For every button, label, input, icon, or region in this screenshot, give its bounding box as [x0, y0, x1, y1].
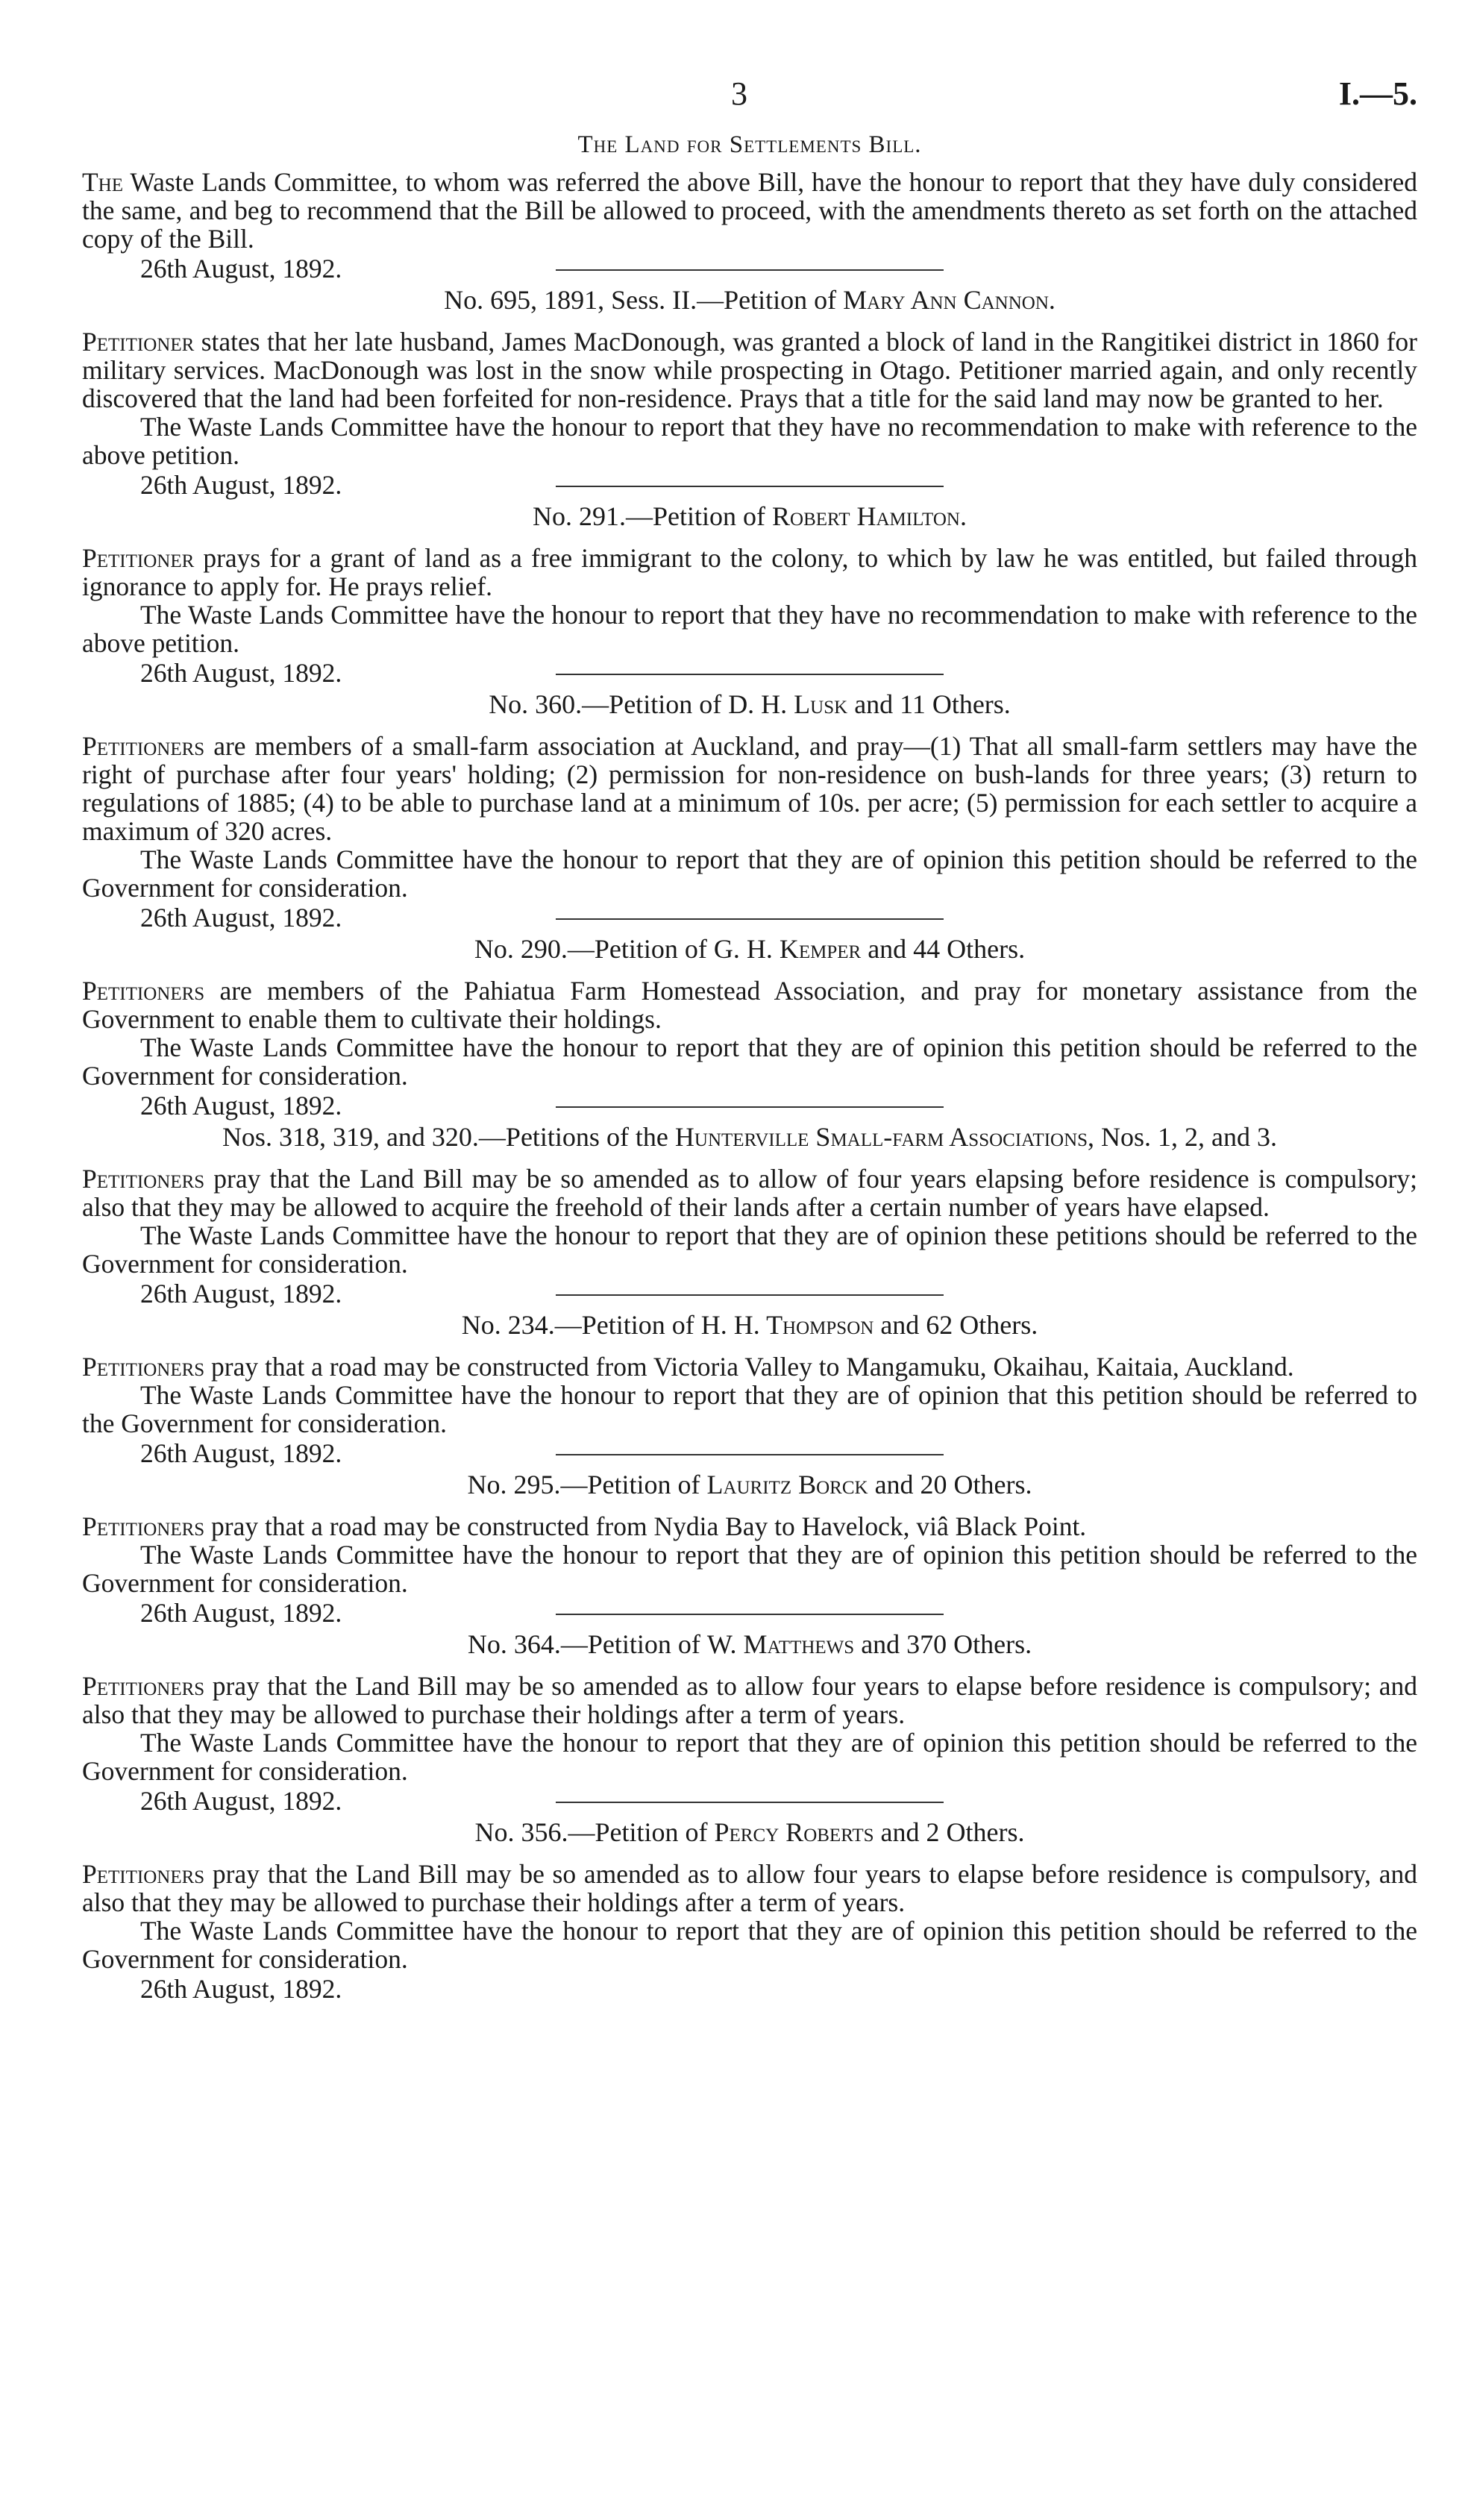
- petition-section: [82, 1817, 1417, 2003]
- petition-section: [82, 284, 1418, 500]
- report-date: 26th August, 1892.: [140, 1598, 342, 1628]
- petition-body-text: pray that a road may be constructed from Nydia Bay to Havelock, viâ Black Point.: [211, 1511, 1087, 1541]
- committee-report: The Waste Lands Committee have the honour to report that they have no recommendation to make with reference to the above petition.: [82, 600, 1417, 658]
- petition-heading-suffix: .: [959, 501, 967, 531]
- committee-report: The Waste Lands Committee have the honour to report that they are of opinion this petition should be referred to the Government for consideration.: [82, 1540, 1417, 1598]
- section-divider: [556, 269, 944, 271]
- petition-body: [82, 732, 1417, 845]
- petition-lead: Petitioners: [82, 976, 205, 1006]
- petition-heading-prefix: Nos. 318, 319, and 320.—Petitions of the: [222, 1122, 675, 1152]
- petitioner-name: W. Matthews: [706, 1629, 855, 1659]
- bill-report: [82, 168, 1417, 253]
- petition-heading: [82, 284, 1417, 316]
- petition-lead: Petitioners: [82, 1859, 205, 1889]
- petition-body-text: are members of the Pahiatua Farm Homestead Association, and pray for monetary assistance from the Government to enable them to cultivate their holdings.: [82, 976, 1417, 1034]
- bill-title: The Land for Settlements Bill.: [577, 131, 922, 158]
- petitioner-name: Hunterville Small-farm Associations: [674, 1122, 1088, 1152]
- petition-body: [82, 1353, 1417, 1381]
- petition-lead: Petitioners: [82, 731, 205, 761]
- petition-heading-suffix: and 20 Others.: [868, 1470, 1032, 1499]
- petitioner-name: Lauritz Borck: [706, 1470, 868, 1499]
- report-date: 26th August, 1892.: [140, 1279, 342, 1308]
- committee-report: The Waste Lands Committee have the honour to report that they are of opinion this petition should be referred to the Government for consideration.: [82, 1916, 1417, 1974]
- petition-body-text: pray that a road may be constructed from Victoria Valley to Mangamuku, Okaihau, Kaitaia, Auckland.: [211, 1352, 1294, 1382]
- petition-body: [82, 1672, 1417, 1728]
- petition-body: [82, 1512, 1417, 1540]
- petition-lead: Petitioners: [82, 1511, 205, 1541]
- bill-date: 26th August, 1892.: [140, 254, 342, 283]
- petition-heading-prefix: No. 695, 1891, Sess. II.—Petition of: [444, 285, 844, 315]
- petition-heading-suffix: and 44 Others.: [861, 934, 1026, 964]
- petition-lead: Petitioners: [82, 1352, 205, 1382]
- petition-heading-prefix: No. 295.—Petition of: [467, 1470, 707, 1499]
- petition-heading: [82, 1309, 1417, 1341]
- petitioner-name: D. H. Lusk: [728, 689, 848, 719]
- section-divider: [556, 1106, 944, 1108]
- petition-section: [82, 501, 1417, 688]
- petition-heading: [82, 501, 1417, 532]
- committee-report: The Waste Lands Committee have the honour to report that they are of opinion these petitions should be referred to the Government for consideration.: [82, 1220, 1417, 1279]
- petition-heading-prefix: No. 360.—Petition of: [489, 689, 729, 719]
- petitioner-name: Robert Hamilton: [772, 501, 960, 531]
- petitions-list: [82, 284, 1417, 2003]
- petitioner-name: G. H. Kemper: [713, 934, 862, 964]
- petition-section: [82, 1309, 1417, 1468]
- petitioner-name: H. H. Thompson: [700, 1310, 874, 1340]
- report-date: 26th August, 1892.: [140, 1786, 342, 1816]
- petition-heading-suffix: , Nos. 1, 2, and 3.: [1088, 1122, 1278, 1152]
- petition-heading-suffix: and 62 Others.: [873, 1310, 1038, 1340]
- petition-heading: [82, 1469, 1417, 1500]
- petition-heading-prefix: No. 364.—Petition of: [467, 1629, 707, 1659]
- petition-body-text: pray that the Land Bill may be so amended as to allow four years to elapse before residence is compulsory, and also that they may be allowed to purchase their holdings after a term of years.: [82, 1859, 1417, 1917]
- committee-report: The Waste Lands Committee have the honour to report that they are of opinion this petition should be referred to the Government for consideration.: [82, 1032, 1417, 1091]
- petition-heading-suffix: and 2 Others.: [873, 1817, 1025, 1847]
- committee-report: The Waste Lands Committee have the honour to report that they are of opinion that this petition should be referred to the Government for consideration.: [82, 1380, 1417, 1438]
- petition-body: [82, 1860, 1417, 1916]
- petition-lead: Petitioners: [82, 1164, 205, 1194]
- section-divider: [556, 1614, 944, 1615]
- bill-body: Waste Lands Committee, to whom was referred the above Bill, have the honour to report that they have duly considered the same, and beg to recommend that the Bill be allowed to proceed, with the amendments thereto as set forth on the attached copy of the Bill.: [82, 167, 1418, 254]
- report-date: 26th August, 1892.: [140, 1091, 342, 1120]
- petition-heading-suffix: and 370 Others.: [854, 1629, 1032, 1659]
- petition-heading: [82, 1121, 1417, 1153]
- petition-section: [82, 1469, 1417, 1628]
- report-date: 26th August, 1892.: [140, 1438, 342, 1468]
- petition-heading: [82, 689, 1417, 720]
- committee-report: The Waste Lands Committee have the honour to report that they are of opinion this petition should be referred to the Government for consideration.: [82, 1728, 1417, 1786]
- petition-body: [82, 544, 1417, 601]
- petition-heading: [82, 1817, 1417, 1848]
- petition-body-text: pray that the Land Bill may be so amended as to allow of four years elapsing before residence is compulsory; also that they may be allowed to acquire the freehold of their lands after a certain number of years have elapsed.: [82, 1164, 1417, 1222]
- petition-heading-prefix: No. 356.—Petition of: [474, 1817, 715, 1847]
- petition-section: [82, 933, 1417, 1120]
- petition-section: [82, 1629, 1417, 1816]
- petition-body-text: are members of a small-farm association at Auckland, and pray—(1) That all small-farm settlers may have the right of purchase after four years' holding; (2) permission for non-residence on bush-lands for three years; (3) return to regulations of 1885; (4) to be able to purchase land at a minimum of 10s. per acre; (5) permission for each settler to acquire a maximum of 320 acres.: [82, 731, 1417, 846]
- section-divider: [556, 918, 944, 920]
- petitioner-name: Mary Ann Cannon: [843, 285, 1049, 315]
- petition-body: [82, 327, 1417, 413]
- petition-lead: Petitioner: [82, 543, 195, 573]
- committee-report: The Waste Lands Committee have the honour to report that they have no recommendation to make with reference to the above petition.: [82, 412, 1417, 470]
- section-divider: [556, 486, 944, 487]
- document-page: [82, 67, 1417, 2003]
- petition-heading-prefix: No. 291.—Petition of: [533, 501, 773, 531]
- report-date: 26th August, 1892.: [140, 470, 342, 500]
- bill-lead: The: [82, 167, 124, 197]
- petition-heading: [82, 1629, 1417, 1660]
- page-number: 3: [731, 75, 747, 112]
- petition-body-text: states that her late husband, James MacDonough, was granted a block of land in the Rangitikei district in 1860 for military services. MacDonough was lost in the snow while prospecting in Otago. Petitioner married again, and only recently discovered that the land had been forfeited for non-residence. Prays that a title for the said land may now be granted to her.: [82, 327, 1418, 413]
- section-divider: [556, 1294, 944, 1296]
- section-divider: [556, 1454, 944, 1455]
- petition-body-text: pray that the Land Bill may be so amended as to allow four years to elapse before residence is compulsory; and also that they may be allowed to purchase their holdings after a term of years.: [82, 1671, 1417, 1729]
- petition-heading-suffix: .: [1048, 285, 1056, 315]
- committee-report: The Waste Lands Committee have the honour to report that they are of opinion this petition should be referred to the Government for consideration.: [82, 844, 1417, 903]
- petition-section: [82, 689, 1417, 933]
- petition-heading-prefix: No. 234.—Petition of: [461, 1310, 701, 1340]
- report-date: 26th August, 1892.: [140, 903, 342, 933]
- petition-section: [82, 1121, 1417, 1308]
- petition-heading-prefix: No. 290.—Petition of: [474, 934, 714, 964]
- petition-heading: [82, 933, 1417, 965]
- page-header: [82, 67, 1417, 127]
- petition-body: [82, 977, 1417, 1033]
- section-divider: [556, 1802, 944, 1803]
- petition-lead: Petitioners: [82, 1671, 205, 1701]
- bill-section: [82, 131, 1418, 283]
- page-reference: I.—5.: [1338, 75, 1417, 112]
- report-date: 26th August, 1892.: [140, 658, 342, 688]
- petition-body-text: prays for a grant of land as a free immigrant to the colony, to which by law he was entitled, but failed through ignorance to apply for. He prays relief.: [82, 543, 1417, 601]
- section-divider: [556, 674, 944, 675]
- petition-heading-suffix: and 11 Others.: [847, 689, 1011, 719]
- report-date: 26th August, 1892.: [140, 1974, 342, 2004]
- petitioner-name: Percy Roberts: [714, 1817, 874, 1847]
- petition-body: [82, 1165, 1417, 1221]
- petition-lead: Petitioner: [82, 327, 195, 357]
